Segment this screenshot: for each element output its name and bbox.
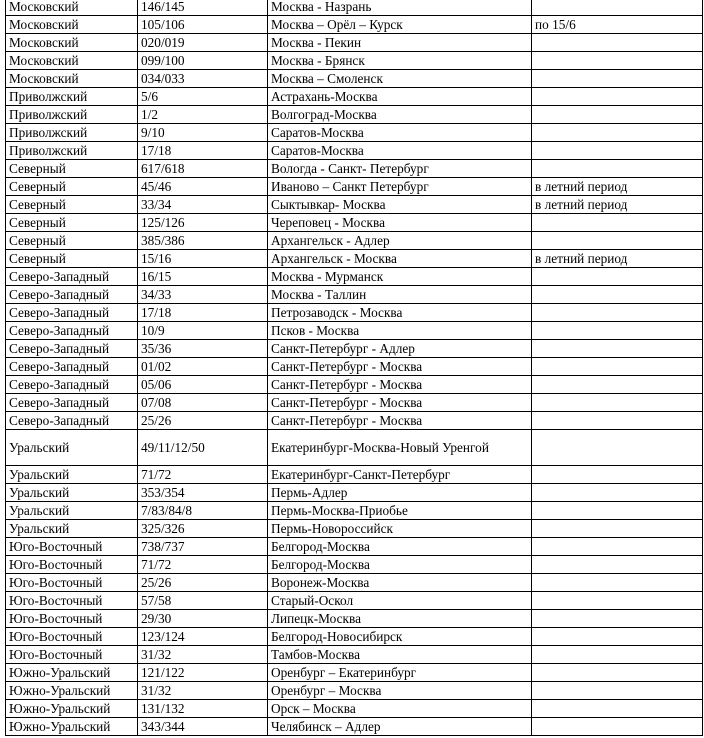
train-number-cell: 9/10: [138, 124, 268, 142]
table-row: [6, 574, 703, 592]
train-number-cell: 57/58: [138, 592, 268, 610]
route-cell: Саратов-Москва: [268, 142, 532, 160]
table-row: [6, 664, 703, 682]
region-cell: Северо-Западный: [6, 304, 138, 322]
train-number-cell: 71/72: [138, 556, 268, 574]
note-cell: в летний период: [532, 178, 703, 196]
table-row: [6, 52, 703, 70]
table-row: [6, 88, 703, 106]
note-cell: [532, 718, 703, 736]
route-cell: Санкт-Петербург - Москва: [268, 394, 532, 412]
table-row: [6, 556, 703, 574]
note-cell: [532, 646, 703, 664]
route-cell: Сыктывкар- Москва: [268, 196, 532, 214]
train-number-cell: 385/386: [138, 232, 268, 250]
region-cell: Северо-Западный: [6, 286, 138, 304]
table-row: [6, 268, 703, 286]
route-cell: Псков - Москва: [268, 322, 532, 340]
train-schedule-table: [5, 0, 703, 736]
region-cell: Северо-Западный: [6, 394, 138, 412]
route-cell: Вологда - Санкт- Петербург: [268, 160, 532, 178]
route-cell: Воронеж-Москва: [268, 574, 532, 592]
note-cell: [532, 502, 703, 520]
train-number-cell: 099/100: [138, 52, 268, 70]
table-row: [6, 466, 703, 484]
region-cell: Приволжский: [6, 106, 138, 124]
table-row: [6, 484, 703, 502]
note-cell: [532, 412, 703, 430]
table-row: [6, 592, 703, 610]
train-number-cell: 7/83/84/8: [138, 502, 268, 520]
route-cell: Орск – Москва: [268, 700, 532, 718]
route-cell: Саратов-Москва: [268, 124, 532, 142]
train-number-cell: 020/019: [138, 34, 268, 52]
route-cell: Волгоград-Москва: [268, 106, 532, 124]
table-row: [6, 124, 703, 142]
table-row: [6, 628, 703, 646]
train-number-cell: 325/326: [138, 520, 268, 538]
region-cell: Приволжский: [6, 88, 138, 106]
note-cell: [532, 430, 703, 466]
note-cell: [532, 70, 703, 88]
train-number-cell: 31/32: [138, 646, 268, 664]
route-cell: Белгород-Москва: [268, 538, 532, 556]
note-cell: [532, 322, 703, 340]
note-cell: [532, 592, 703, 610]
region-cell: Московский: [6, 34, 138, 52]
region-cell: Уральский: [6, 484, 138, 502]
region-cell: Северный: [6, 214, 138, 232]
table-row: [6, 304, 703, 322]
table-row: [6, 700, 703, 718]
route-cell: Белгород-Новосибирск: [268, 628, 532, 646]
table-row: [6, 106, 703, 124]
table-row: [6, 430, 703, 466]
train-number-cell: 16/15: [138, 268, 268, 286]
region-cell: Северо-Западный: [6, 376, 138, 394]
train-number-cell: 49/11/12/50: [138, 430, 268, 466]
note-cell: [532, 52, 703, 70]
note-cell: [532, 610, 703, 628]
route-cell: Москва - Таллин: [268, 286, 532, 304]
train-number-cell: 34/33: [138, 286, 268, 304]
region-cell: Южно-Уральский: [6, 664, 138, 682]
train-number-cell: 71/72: [138, 466, 268, 484]
route-cell: Екатеринбург-Москва-Новый Уренгой: [268, 430, 532, 466]
note-cell: [532, 34, 703, 52]
table-row: [6, 322, 703, 340]
note-cell: [532, 628, 703, 646]
region-cell: Юго-Восточный: [6, 592, 138, 610]
note-cell: по 15/6: [532, 16, 703, 34]
route-cell: Санкт-Петербург - Москва: [268, 376, 532, 394]
route-cell: Санкт-Петербург - Москва: [268, 412, 532, 430]
region-cell: Северный: [6, 250, 138, 268]
route-cell: Череповец - Москва: [268, 214, 532, 232]
train-number-cell: 738/737: [138, 538, 268, 556]
route-cell: Челябинск – Адлер: [268, 718, 532, 736]
region-cell: Уральский: [6, 466, 138, 484]
train-number-cell: 353/354: [138, 484, 268, 502]
note-cell: [532, 142, 703, 160]
train-number-cell: 01/02: [138, 358, 268, 376]
note-cell: [532, 700, 703, 718]
train-number-cell: 1/2: [138, 106, 268, 124]
route-cell: Москва - Мурманск: [268, 268, 532, 286]
table-row: [6, 682, 703, 700]
table-row: [6, 412, 703, 430]
note-cell: [532, 268, 703, 286]
region-cell: Уральский: [6, 520, 138, 538]
route-cell: Екатеринбург-Санкт-Петербург: [268, 466, 532, 484]
route-cell: Москва – Орёл – Курск: [268, 16, 532, 34]
route-cell: Астрахань-Москва: [268, 88, 532, 106]
route-cell: Белгород-Москва: [268, 556, 532, 574]
note-cell: [532, 556, 703, 574]
table-row: [6, 394, 703, 412]
route-cell: Иваново – Санкт Петербург: [268, 178, 532, 196]
train-number-cell: 343/344: [138, 718, 268, 736]
region-cell: Юго-Восточный: [6, 556, 138, 574]
table-row: [6, 34, 703, 52]
note-cell: [532, 358, 703, 376]
route-cell: Петрозаводск - Москва: [268, 304, 532, 322]
region-cell: Северо-Западный: [6, 268, 138, 286]
region-cell: Юго-Восточный: [6, 628, 138, 646]
table-row: [6, 160, 703, 178]
table-row: [6, 376, 703, 394]
route-cell: Оренбург – Екатеринбург: [268, 664, 532, 682]
train-number-cell: 10/9: [138, 322, 268, 340]
region-cell: Московский: [6, 16, 138, 34]
region-cell: Уральский: [6, 502, 138, 520]
region-cell: Южно-Уральский: [6, 718, 138, 736]
train-number-cell: 07/08: [138, 394, 268, 412]
train-number-cell: 05/06: [138, 376, 268, 394]
region-cell: Северо-Западный: [6, 358, 138, 376]
note-cell: [532, 520, 703, 538]
region-cell: Юго-Восточный: [6, 646, 138, 664]
note-cell: [532, 88, 703, 106]
table-row: [6, 196, 703, 214]
route-cell: Москва - Пекин: [268, 34, 532, 52]
train-number-cell: 45/46: [138, 178, 268, 196]
note-cell: [532, 124, 703, 142]
train-number-cell: 35/36: [138, 340, 268, 358]
train-number-cell: 31/32: [138, 682, 268, 700]
note-cell: [532, 574, 703, 592]
table-row: [6, 16, 703, 34]
table-row: [6, 502, 703, 520]
region-cell: Северо-Западный: [6, 322, 138, 340]
note-cell: [532, 466, 703, 484]
table-row: [6, 286, 703, 304]
route-cell: Липецк-Москва: [268, 610, 532, 628]
region-cell: Северный: [6, 178, 138, 196]
region-cell: Северо-Западный: [6, 412, 138, 430]
note-cell: [532, 0, 703, 16]
route-cell: Пермь-Адлер: [268, 484, 532, 502]
train-number-cell: 125/126: [138, 214, 268, 232]
table-row: [6, 214, 703, 232]
note-cell: [532, 106, 703, 124]
train-number-cell: 131/132: [138, 700, 268, 718]
table-row: [6, 646, 703, 664]
note-cell: в летний период: [532, 196, 703, 214]
route-cell: Архангельск - Москва: [268, 250, 532, 268]
note-cell: [532, 394, 703, 412]
train-number-cell: 123/124: [138, 628, 268, 646]
route-cell: Москва - Назрань: [268, 0, 532, 16]
note-cell: [532, 484, 703, 502]
table-row: [6, 70, 703, 88]
table-row: [6, 520, 703, 538]
region-cell: Северный: [6, 160, 138, 178]
route-cell: Москва - Брянск: [268, 52, 532, 70]
region-cell: Приволжский: [6, 142, 138, 160]
note-cell: [532, 376, 703, 394]
route-cell: Оренбург – Москва: [268, 682, 532, 700]
train-number-cell: 25/26: [138, 412, 268, 430]
table-row: [6, 250, 703, 268]
note-cell: [532, 160, 703, 178]
table-row: [6, 718, 703, 736]
route-cell: Санкт-Петербург - Москва: [268, 358, 532, 376]
note-cell: [532, 682, 703, 700]
train-number-cell: 25/26: [138, 574, 268, 592]
table-row: [6, 0, 703, 16]
region-cell: Уральский: [6, 430, 138, 466]
region-cell: Северный: [6, 232, 138, 250]
route-cell: Старый-Оскол: [268, 592, 532, 610]
table-row: [6, 142, 703, 160]
note-cell: [532, 538, 703, 556]
region-cell: Южно-Уральский: [6, 700, 138, 718]
route-cell: Москва – Смоленск: [268, 70, 532, 88]
train-number-cell: 5/6: [138, 88, 268, 106]
note-cell: [532, 286, 703, 304]
train-number-cell: 29/30: [138, 610, 268, 628]
region-cell: Московский: [6, 0, 138, 16]
region-cell: Московский: [6, 52, 138, 70]
train-number-cell: 105/106: [138, 16, 268, 34]
region-cell: Юго-Восточный: [6, 538, 138, 556]
region-cell: Юго-Восточный: [6, 574, 138, 592]
train-number-cell: 034/033: [138, 70, 268, 88]
table-row: [6, 340, 703, 358]
train-number-cell: 17/18: [138, 142, 268, 160]
train-number-cell: 121/122: [138, 664, 268, 682]
train-number-cell: 17/18: [138, 304, 268, 322]
route-cell: Пермь-Новороссийск: [268, 520, 532, 538]
note-cell: [532, 304, 703, 322]
region-cell: Южно-Уральский: [6, 682, 138, 700]
route-cell: Тамбов-Москва: [268, 646, 532, 664]
train-number-cell: 617/618: [138, 160, 268, 178]
table-row: [6, 358, 703, 376]
table-row: [6, 232, 703, 250]
train-number-cell: 33/34: [138, 196, 268, 214]
region-cell: Северо-Западный: [6, 340, 138, 358]
note-cell: [532, 214, 703, 232]
table-body: [6, 0, 703, 736]
region-cell: Московский: [6, 70, 138, 88]
route-cell: Пермь-Москва-Приобье: [268, 502, 532, 520]
table-row: [6, 538, 703, 556]
note-cell: [532, 232, 703, 250]
route-cell: Санкт-Петербург - Адлер: [268, 340, 532, 358]
route-cell: Архангельск - Адлер: [268, 232, 532, 250]
note-cell: в летний период: [532, 250, 703, 268]
region-cell: Приволжский: [6, 124, 138, 142]
train-number-cell: 146/145: [138, 0, 268, 16]
note-cell: [532, 340, 703, 358]
note-cell: [532, 664, 703, 682]
region-cell: Юго-Восточный: [6, 610, 138, 628]
table-row: [6, 610, 703, 628]
train-number-cell: 15/16: [138, 250, 268, 268]
table-row: [6, 178, 703, 196]
region-cell: Северный: [6, 196, 138, 214]
